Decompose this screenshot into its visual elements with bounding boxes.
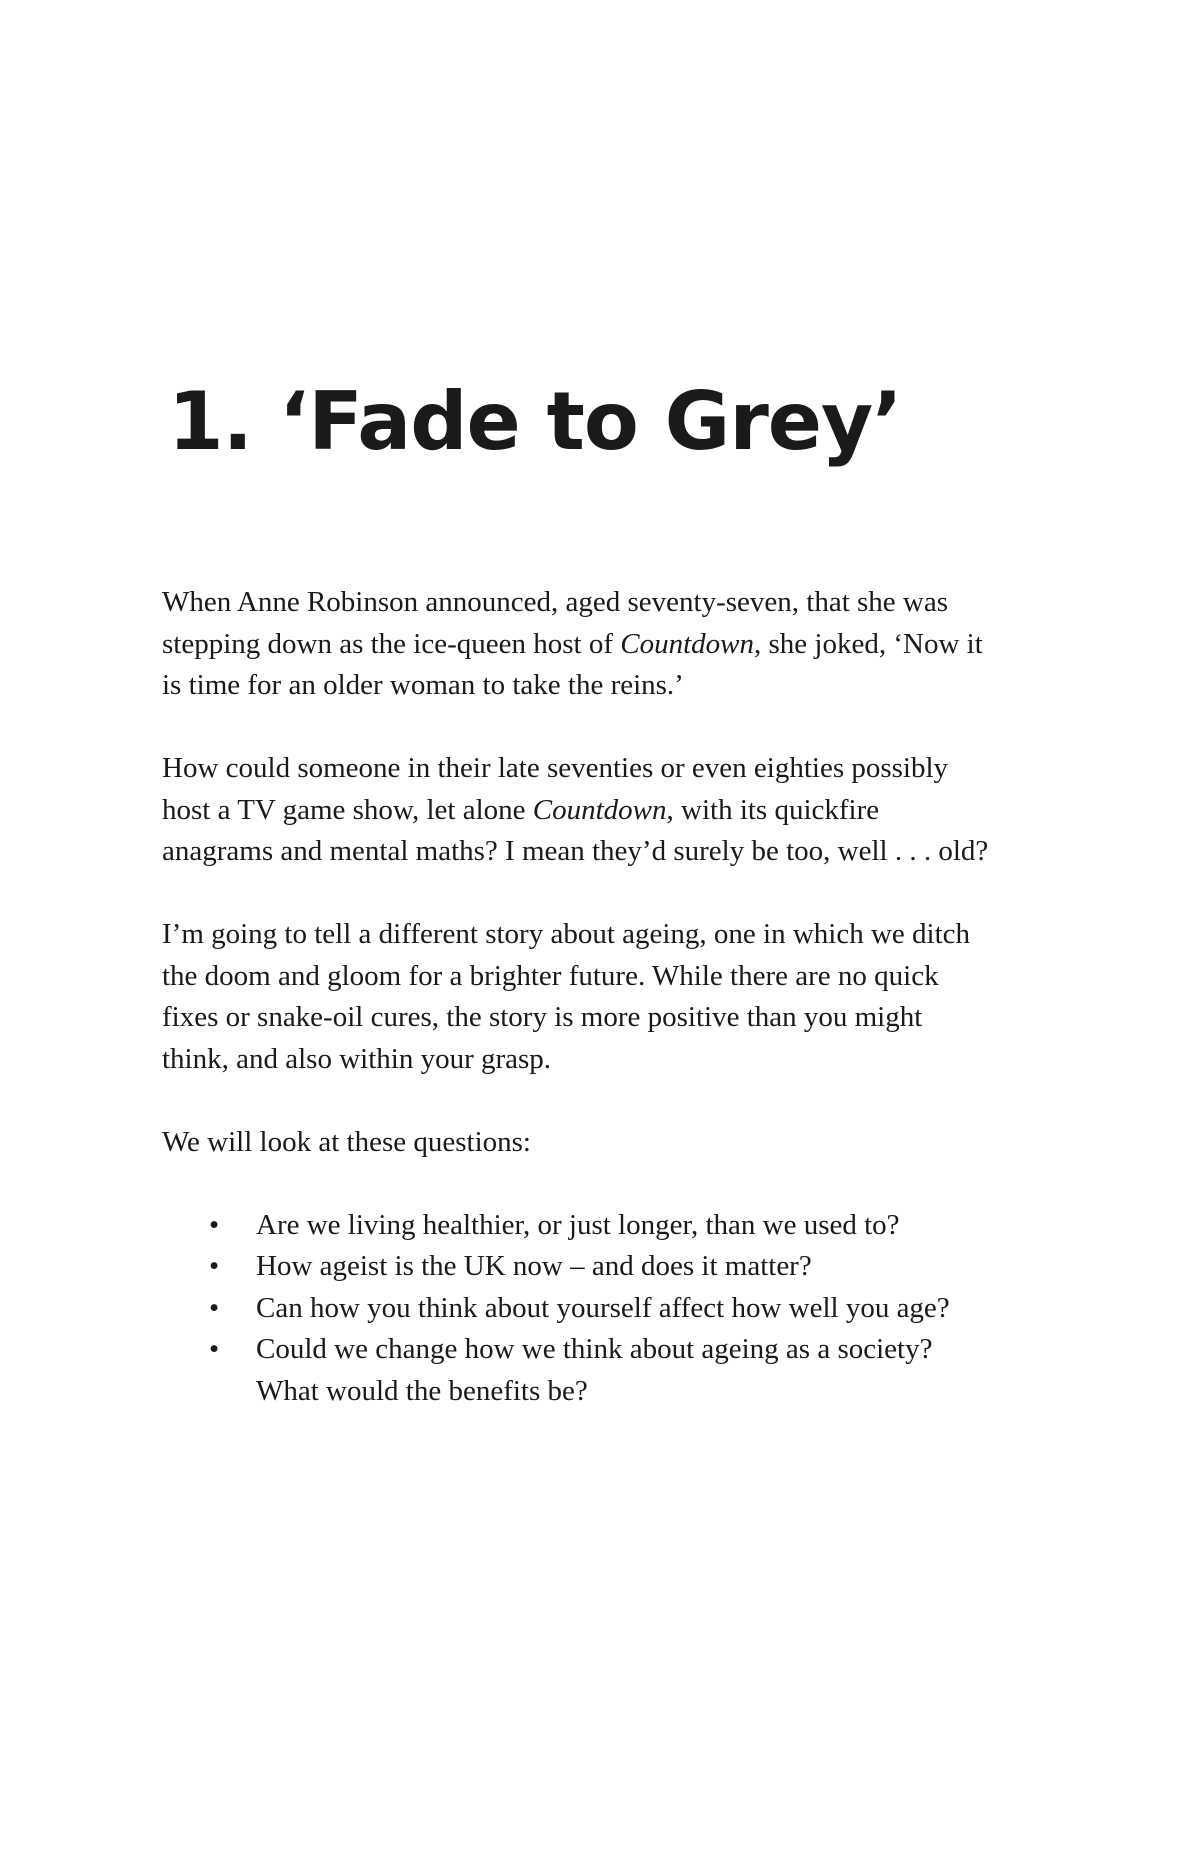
bullet-icon: • [209, 1208, 220, 1241]
paragraph-2-show-title: Countdown [532, 793, 667, 826]
question-text: Could we change how we think about ageing as a society? What would the benefits be? [256, 1333, 933, 1407]
chapter-title: 1. ‘Fade to Grey’ [168, 375, 902, 468]
list-item [209, 1288, 992, 1330]
list-item [209, 1205, 992, 1247]
paragraph-2 [162, 748, 992, 873]
paragraph-1-show-title: Countdown [620, 627, 755, 660]
bullet-icon: • [209, 1291, 220, 1324]
paragraph-1-text-b: , she joked, ‘Now it is time for an older woman to take the reins.’ [162, 627, 983, 701]
paragraph-2-text-a: How could someone in their late seventies or even eighties possibly host a TV game show, let alone [162, 752, 949, 826]
question-text: How ageist is the UK now – and does it matter? [256, 1250, 812, 1282]
paragraph-4: We will look at these questions: [162, 1125, 531, 1158]
list-item [209, 1246, 992, 1288]
paragraph-1 [162, 582, 992, 707]
paragraph-3: I’m going to tell a different story about ageing, one in which we ditch the doom and gloom for a brighter future. While there are no quick fixes or snake-oil cures, the story is more positive than you might think, and also within your grasp. [162, 918, 971, 1075]
bullet-icon: • [209, 1250, 220, 1282]
list-item [209, 1329, 992, 1412]
question-text: Can how you think about yourself affect how well you age? [256, 1291, 950, 1324]
questions-list [162, 1205, 992, 1413]
question-text: Are we living healthier, or just longer, than we used to? [256, 1208, 900, 1241]
paragraph-2-text-b: , with its quickfire anagrams and mental maths? I mean they’d surely be too, well . . . old? [162, 793, 989, 867]
chapter-body [162, 582, 992, 1412]
paragraph-1-text-a: When Anne Robinson announced, aged seventy-seven, that she was stepping down as the ice-queen host of [162, 586, 949, 660]
bullet-icon: • [209, 1333, 220, 1365]
